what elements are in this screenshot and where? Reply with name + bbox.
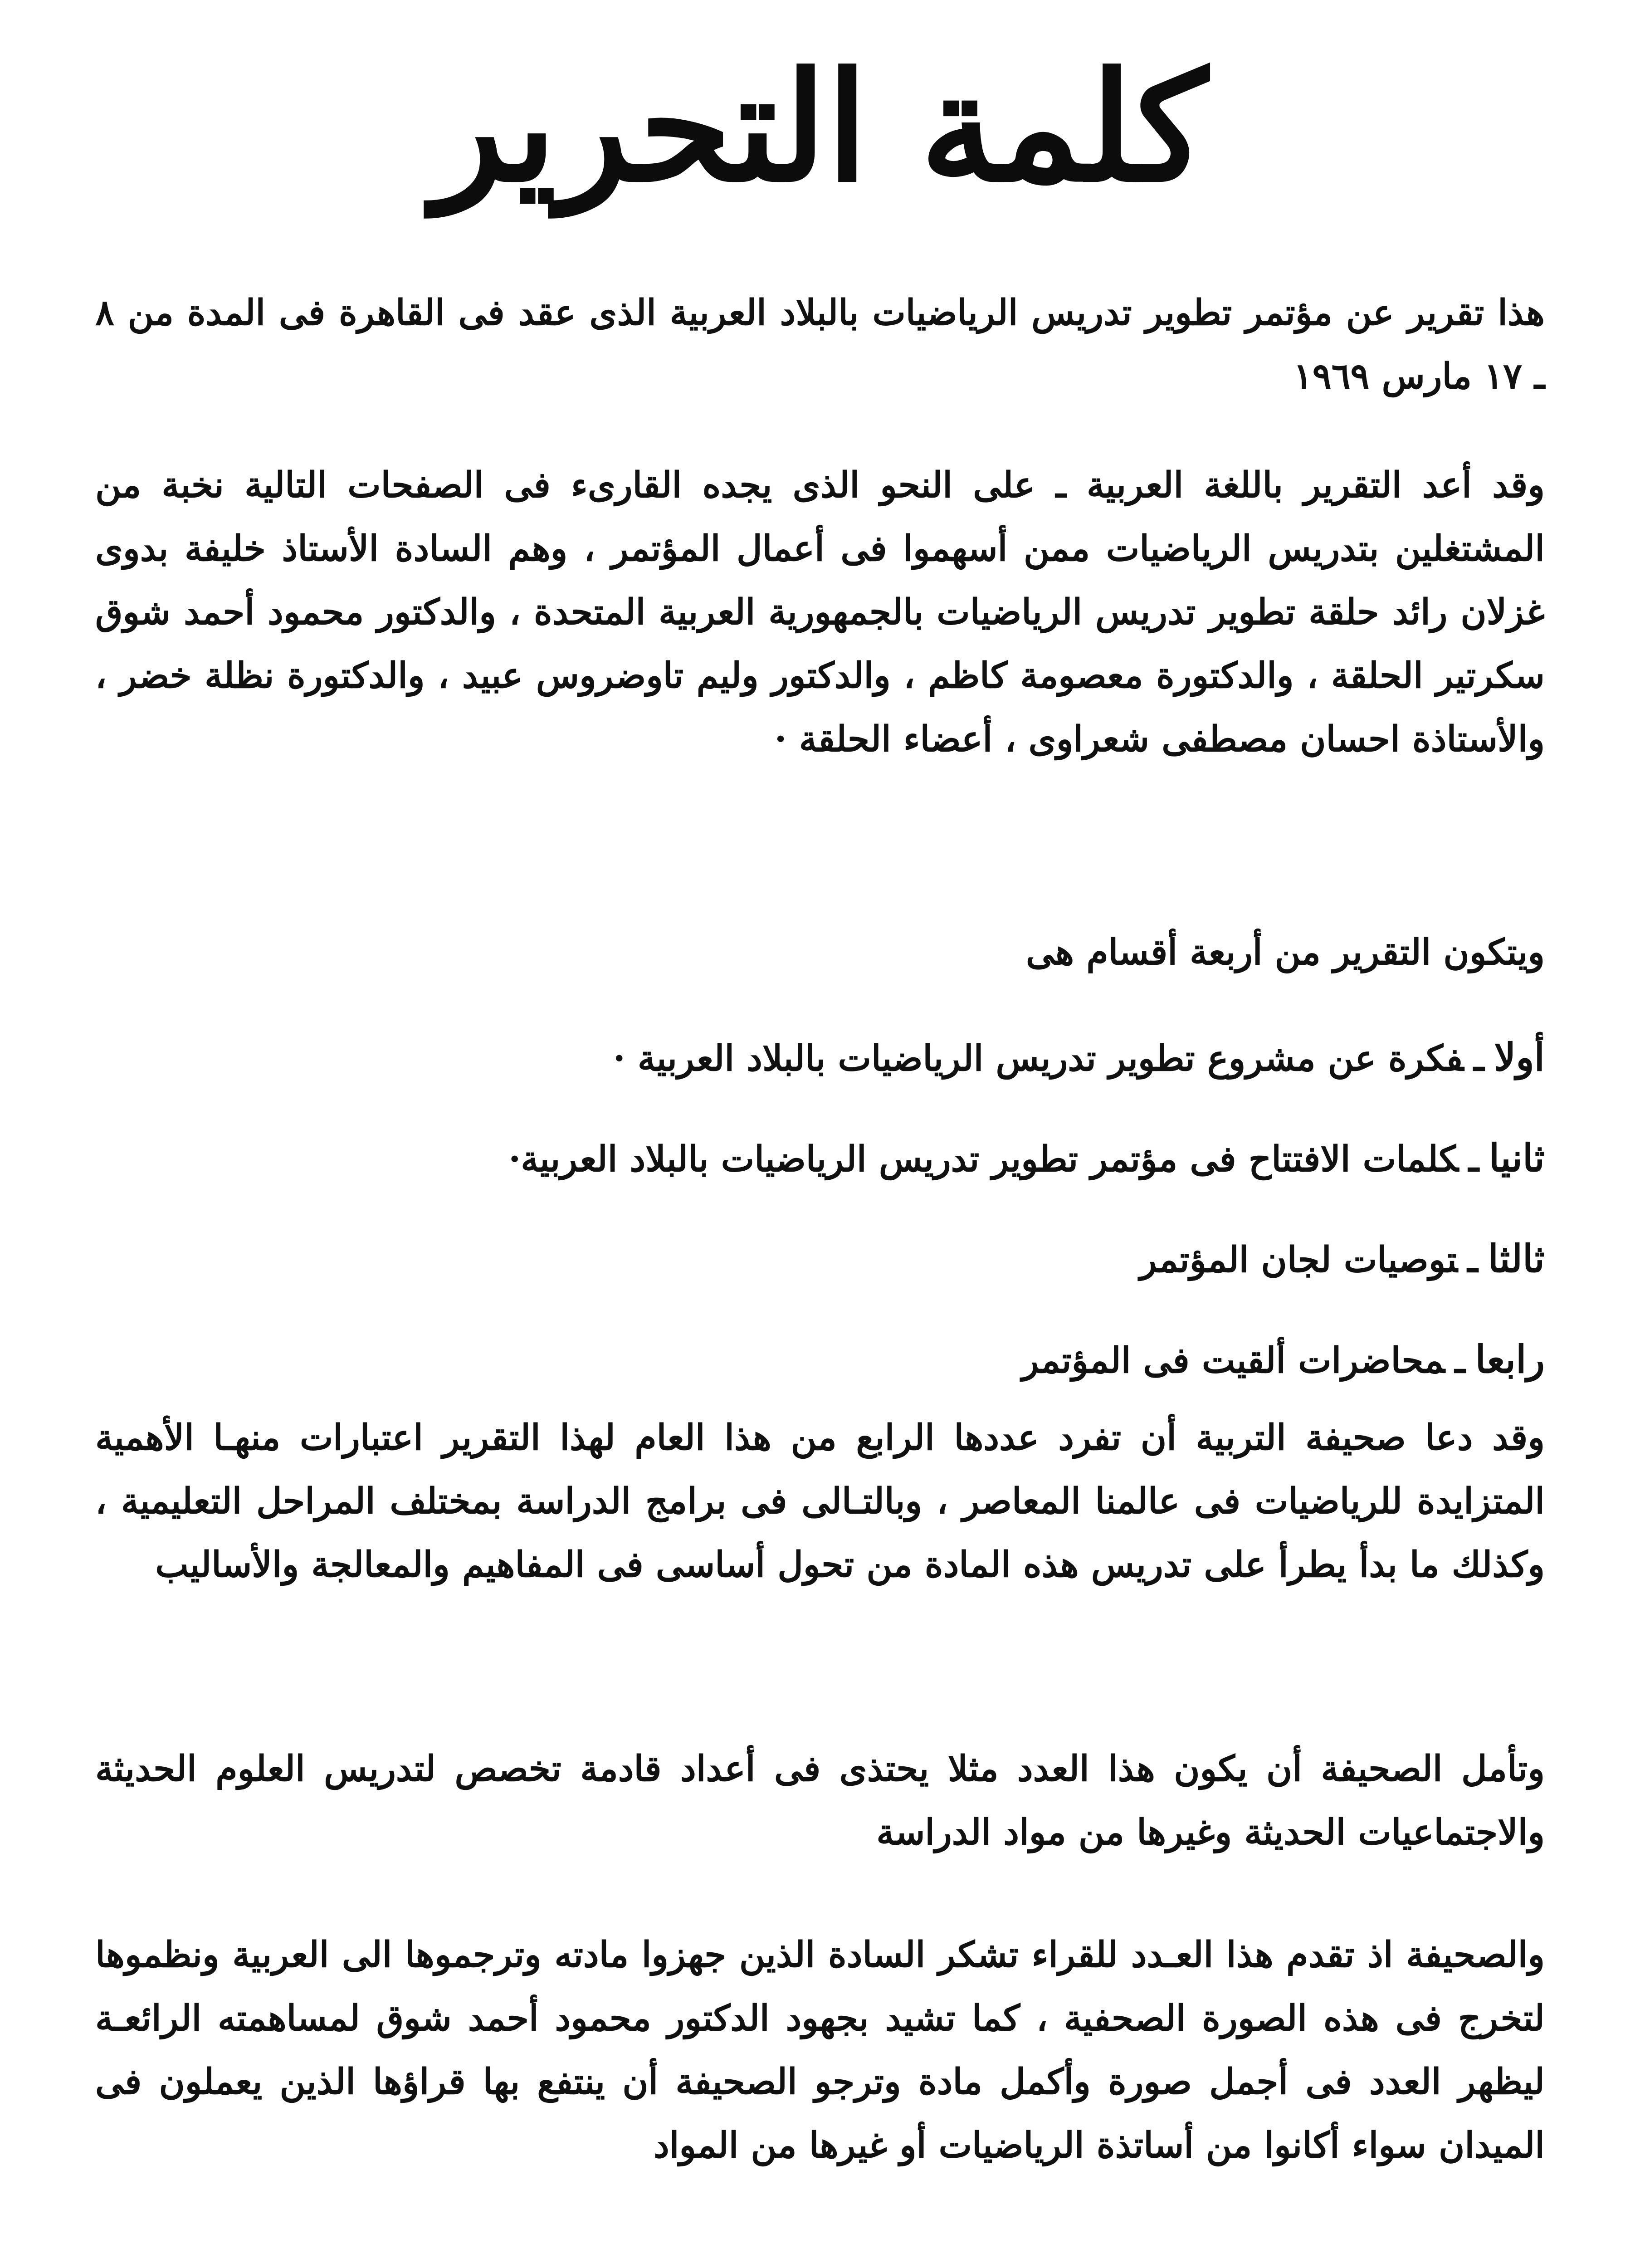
reasons-paragraph: وقد دعا صحيفة التربية أن تفرد عددها الرابع من هذا العام لهذا التقرير اعتبارات منهـا الأهمية المتزايدة للرياضيات فى عالمنا المعاصر ، وبالتـالى فى برامج الدراسة بمختلف المراحل التعليمية ، وكذلك ما بدأ يطرأ على تدريس هذه المادة من تحول أساسى فى المفاهيم والمعالجة والأساليب (95, 1417, 1545, 1585)
preparation-paragraph: وقد أعد التقرير باللغة العربية ـ على النحو الذى يجده القارىء فى الصفحات التالية نخبة من المشتغلين بتدريس الرياضيات ممن أسهموا فى أعمال المؤتمر ، وهم السادة الأستاذ خليفة بدوى غزلان رائد حلقة تطوير تدريس الرياضيات بالجمهورية العربية المتحدة ، والدكتور محمود أحمد شوق سكرتير الحلقة ، والدكتورة معصومة كاظم ، والدكتور وليم تاوضروس عبيد ، والدكتورة نظلة خضر ، والأستاذة احسان مصطفى شعراوى ، أعضاء الحلقة · (95, 464, 1545, 760)
section-label: ثانيا (1489, 1135, 1545, 1180)
list-item (95, 1007, 1545, 1108)
signatory-name (250, 2263, 606, 2268)
section-dash: ـ (1474, 1038, 1484, 1079)
section-label: رابعا (1475, 1337, 1545, 1382)
list-item (95, 1208, 1545, 1309)
intro-paragraph: هذا تقرير عن مؤتمر تطوير تدريس الرياضيات بالبلاد العربية الذى عقد فى القاهرة فى المدة من ٨ ـ ١٧ مارس ١٩٦٩ (95, 292, 1545, 397)
hope-paragraph: وتأمل الصحيفة أن يكون هذا العدد مثلا يحتذى فى أعداد قادمة تخصص لتدريس العلوم الحديثة والاجتماعيات الحديثة وغيرها من مواد الدراسة (95, 1748, 1545, 1853)
section-label: أولا (1494, 1035, 1545, 1080)
section-text: توصيات لجان المؤتمر (1139, 1239, 1458, 1281)
section-text: فكرة عن مشروع تطوير تدريس الرياضيات بالبلاد العربية · (613, 1038, 1464, 1079)
thanks-paragraph: والصحيفة اذ تقدم هذا العـدد للقراء تشكر السادة الذين جهزوا مادته وترجموها الى العربية ونظموها لتخرج فى هذه الصورة الصحفية ، كما تشيد بجهود الدكتور محمود أحمد شوق لمساهمته الرائعـة ليظهر العدد فى أجمل صورة وأكمل مادة وترجو الصحيفة أن ينتفع بها قراؤها الذين يعملون فى الميدان سواء أكانوا من أساتذة الرياضيات أو غيرها من المواد (95, 1934, 1545, 2166)
masthead (0, 27, 1640, 227)
section-dash: ـ (1455, 1340, 1465, 1381)
list-item (95, 1108, 1545, 1208)
sections-list (95, 1007, 1545, 1410)
section-label: ثالثا (1488, 1236, 1545, 1281)
masthead-title: كلمة التحرير (432, 39, 1208, 215)
section-text: محاضرات ألقيت فى المؤتمر (1021, 1340, 1445, 1381)
section-dash: ـ (1468, 1139, 1479, 1180)
section-text: كلمات الافتتاح فى مؤتمر تطوير تدريس الرياضيات بالبلاد العربية· (508, 1139, 1459, 1180)
signature-block (250, 2263, 606, 2268)
sections-intro-paragraph: ويتكون التقرير من أربعة أقسام هى (1026, 932, 1545, 973)
section-dash: ـ (1467, 1239, 1478, 1281)
list-item (95, 1309, 1545, 1410)
